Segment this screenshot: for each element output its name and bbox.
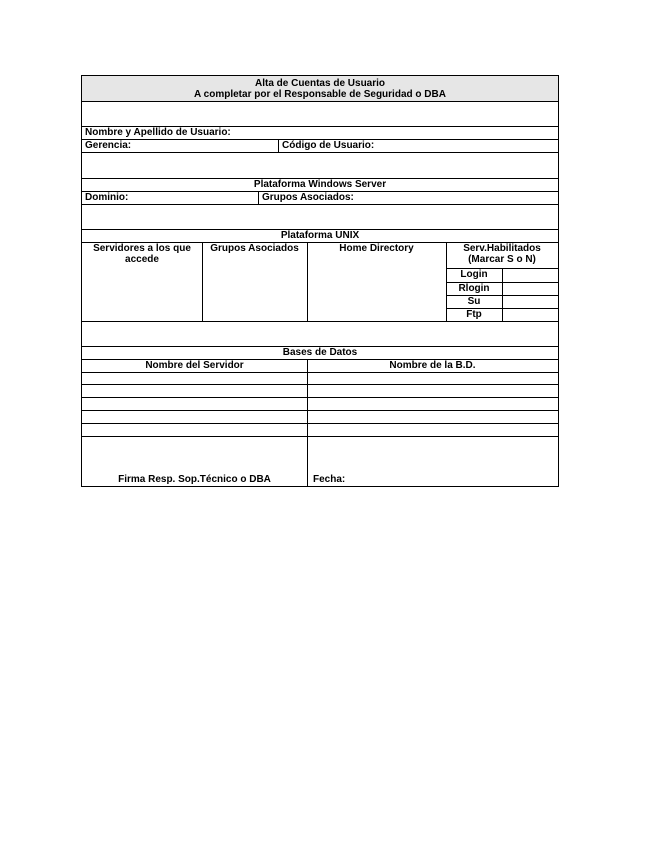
- service-login-label: Login: [460, 269, 488, 280]
- service-su-label: Su: [467, 296, 481, 307]
- divider: [82, 397, 558, 398]
- form-title: Alta de Cuentas de Usuario: [254, 78, 386, 89]
- divider: [82, 321, 558, 322]
- gerencia-label: Gerencia:: [85, 140, 132, 151]
- databases-section-title: Bases de Datos: [282, 347, 358, 358]
- divider: [82, 384, 558, 385]
- dominio-label: Dominio:: [85, 192, 129, 203]
- db-server-column-header: Nombre del Servidor: [145, 360, 244, 371]
- divider: [307, 359, 308, 486]
- account-request-form: [81, 75, 559, 487]
- signature-label: Firma Resp. Sop.Técnico o DBA: [118, 474, 271, 485]
- unix-groups-label: Grupos Asociados: [210, 243, 299, 254]
- enabled-services-label: (Marcar S o N): [468, 254, 536, 265]
- db-name-column-header: Nombre de la B.D.: [389, 360, 476, 371]
- divider: [82, 410, 558, 411]
- user-code-label: Código de Usuario:: [282, 140, 375, 151]
- windows-groups-label: Grupos Asociados:: [262, 192, 354, 203]
- windows-section-title: Plataforma Windows Server: [253, 179, 387, 190]
- form-subtitle: A completar por el Responsable de Seguridad o DBA: [194, 89, 446, 100]
- service-ftp-label: Ftp: [466, 309, 482, 320]
- divider: [278, 139, 279, 152]
- divider: [82, 204, 558, 205]
- date-label: Fecha:: [313, 474, 346, 485]
- service-rlogin-label: Rlogin: [458, 283, 490, 294]
- divider: [82, 152, 558, 153]
- divider: [82, 423, 558, 424]
- home-directory-label: Home Directory: [339, 243, 414, 254]
- divider: [502, 268, 503, 321]
- divider: [82, 436, 558, 437]
- divider: [82, 372, 558, 373]
- unix-servers-label: accede: [125, 254, 159, 265]
- enabled-services-label: Serv.Habilitados: [463, 243, 541, 254]
- user-name-label: Nombre y Apellido de Usuario:: [85, 127, 231, 138]
- unix-servers-label: Servidores a los que: [93, 243, 191, 254]
- divider: [82, 101, 558, 102]
- unix-section-title: Plataforma UNIX: [280, 230, 360, 241]
- divider: [258, 191, 259, 204]
